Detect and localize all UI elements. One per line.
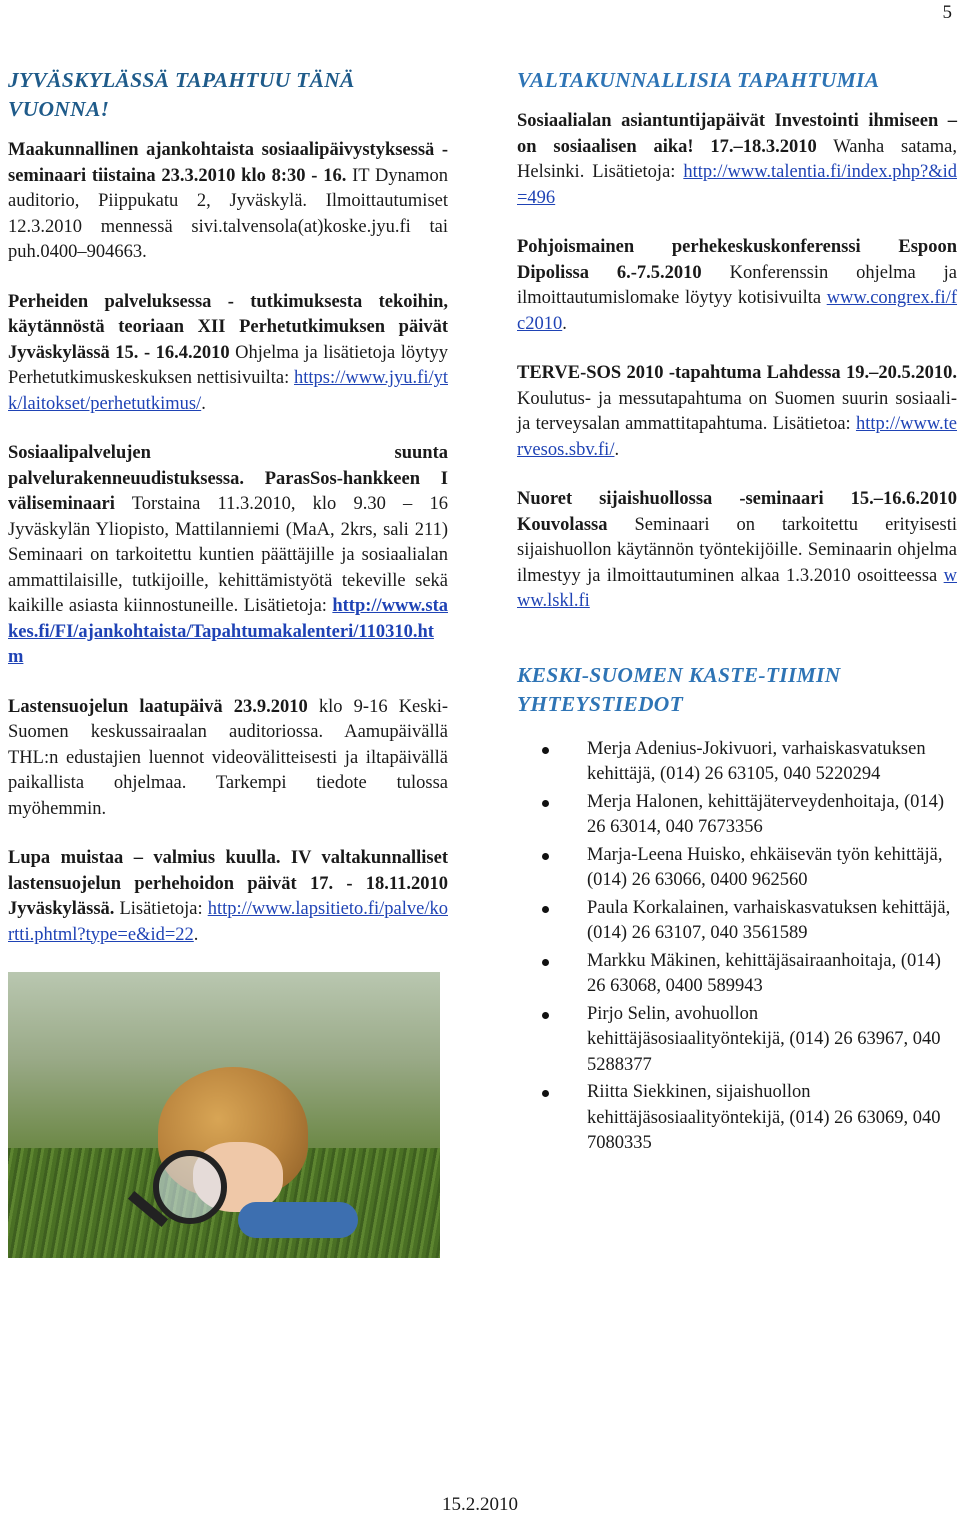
talentia-link[interactable]: http://www.talentia.fi/index.php?&id=496 bbox=[517, 162, 957, 208]
perhetutkimus-link[interactable]: https://www.jyu.fi/ytk/laitokset/perhetutkimus/ bbox=[8, 368, 448, 414]
punctuation: . bbox=[562, 313, 567, 334]
event-title: Perheiden palveluksessa - tutkimuksesta tekoihin, käytännöstä teoriaan XII Perhetutkimuksen päivät Jyväskylässä 15. - 16.4.2010 bbox=[8, 291, 448, 363]
bullet-icon bbox=[542, 906, 549, 913]
event-body: Koulutus- ja messutapahtuma on Suomen suurin sosiaali- ja terveysalan ammattitapahtuma. Lisätietoa: bbox=[517, 388, 957, 434]
event-sijaishuolto-seminaari bbox=[517, 487, 957, 615]
contact-text: Pirjo Selin, avohuollon kehittäjäsosiaalityöntekijä, (014) 26 63967, 040 5288377 bbox=[587, 1003, 941, 1075]
contacts-heading: KESKI-SUOMEN KASTE-TIIMIN YHTEYSTIEDOT bbox=[517, 662, 841, 716]
contact-item bbox=[517, 843, 957, 894]
contact-text: Merja Halonen, kehittäjäterveydenhoitaja, (014) 26 63014, 040 7673356 bbox=[587, 791, 945, 837]
contact-text: Marja-Leena Huisko, ehkäisevän työn kehittäjä, (014) 26 63066, 0400 962560 bbox=[587, 844, 943, 890]
lskl-link[interactable]: www.lskl.fi bbox=[517, 565, 958, 611]
punctuation: . bbox=[201, 393, 206, 414]
event-title: Lupa muistaa – valmius kuulla. IV valtakunnalliset lastensuojelun perhehoidon päivät 17. - 18.11.2010 Jyväskylässä. bbox=[8, 848, 448, 919]
left-section-heading: JYVÄSKYLÄSSÄ TAPAHTUU TÄNÄ VUONNA! bbox=[8, 68, 355, 121]
child-with-magnifying-glass-photo bbox=[8, 972, 440, 1258]
event-body: Lisätietoja: bbox=[119, 899, 203, 919]
bullet-icon bbox=[542, 853, 549, 860]
contact-item bbox=[517, 1080, 957, 1157]
arm-shape bbox=[238, 1202, 358, 1238]
event-body: Ohjelma ja lisätietoja löytyy Perhetutkimuskeskuksen nettisivuilta: bbox=[8, 342, 448, 388]
bullet-icon bbox=[542, 747, 549, 754]
stakes-link[interactable]: http://www.stakes.fi/FI/ajankohtaista/Tapahtumakalenteri/110310.htm bbox=[8, 596, 448, 667]
event-terve-sos bbox=[517, 361, 957, 463]
page-number: 5 bbox=[942, 2, 952, 23]
contact-item bbox=[517, 896, 957, 947]
bullet-icon bbox=[542, 1090, 549, 1097]
event-title: TERVE-SOS 2010 -tapahtuma Lahdessa 19.–20.5.2010. bbox=[517, 363, 957, 383]
right-section-heading: VALTAKUNNALLISIA TAPAHTUMIA bbox=[517, 68, 880, 92]
event-parassos-seminaari bbox=[8, 441, 448, 671]
event-perhetutkimuksen-paivat bbox=[8, 290, 448, 418]
tervesos-link[interactable]: http://www.tervesos.sbv.fi/ bbox=[517, 414, 958, 460]
punctuation: . bbox=[614, 439, 620, 460]
contact-item bbox=[517, 737, 957, 788]
footer-date: 15.2.2010 bbox=[442, 1494, 518, 1515]
event-lastensuojelun-laatupaiva bbox=[8, 695, 448, 823]
event-body: Seminaari on tarkoitettu erityisesti sijaishuollon käytännön työntekijöille. Seminaarin ohjelma ilmestyy ja ilmoittautuminen alkaa 1.3.2010 osoitteessa bbox=[517, 514, 957, 586]
contact-text: Riitta Siekkinen, sijaishuollon kehittäjäsosiaalityöntekijä, (014) 26 63069, 040 7080335 bbox=[587, 1082, 941, 1153]
bullet-icon bbox=[542, 1012, 549, 1019]
contact-item bbox=[517, 790, 957, 841]
event-title: Sosiaalipalvelujen suunta palvelurakenneuudistuksessa. ParasSos-hankkeen I väliseminaari bbox=[8, 443, 448, 514]
event-title: Lastensuojelun laatupäivä 23.9.2010 bbox=[8, 696, 308, 717]
lapsitieto-link[interactable]: http://www.lapsitieto.fi/palve/kortti.phtml?type=e&id=22 bbox=[8, 899, 448, 945]
congrex-link[interactable]: www.congrex.fi/fc2010 bbox=[517, 288, 958, 334]
event-body: Konferenssin ohjelma ja ilmoittautumislomake löytyy kotisivuilta bbox=[517, 262, 957, 308]
event-body: Torstaina 11.3.2010, klo 9.30 – 16 Jyväskylän Yliopisto, Mattilanniemi (MaA, 2krs, sali 211) Seminaari on tarkoitettu kuntien päättäjille ja sosiaalialan ammattilaisille, tutkijoille, kehittämistyötä tekeville sekä kaikille asiasta kiinnostuneille. Lisätietoja: bbox=[8, 494, 448, 616]
contact-text: Paula Korkalainen, varhaiskasvatuksen kehittäjä, (014) 26 63107, 040 3561589 bbox=[587, 897, 951, 943]
contacts-list bbox=[517, 737, 957, 1157]
contact-text: Markku Mäkinen, kehittäjäsairaanhoitaja, (014) 26 63068, 0400 589943 bbox=[587, 950, 941, 996]
event-perhekeskuskonferenssi bbox=[517, 235, 957, 337]
event-perhehoidon-paivat bbox=[8, 846, 448, 948]
event-title: Maakunnallinen ajankohtaista sosiaalipäivystyksessä -seminaari tiistaina 23.3.2010 klo 8:30 - 16. bbox=[8, 140, 448, 186]
bullet-icon bbox=[542, 959, 549, 966]
event-body: klo 9-16 Keski-Suomen keskussairaalan auditoriossa. Aamupäivällä THL:n edustajien luennot videovälitteisesti ja iltapäivällä paikallista ohjelmaa. Tarkempi tiedote tulossa myöhemmin. bbox=[8, 696, 449, 819]
event-title: Nuoret sijaishuollossa -seminaari 15.–16.6.2010 Kouvolassa bbox=[517, 489, 957, 535]
event-body: Wanha satama, Helsinki. Lisätietoja: bbox=[517, 136, 957, 182]
event-body: IT Dynamon auditorio, Piippukatu 2, Jyväskylä. Ilmoittautumiset 12.3.2010 mennessä sivi.talvensola(at)koske.jyu.fi tai puh.0400–904663. bbox=[8, 165, 449, 262]
contact-item bbox=[517, 1002, 957, 1079]
right-column bbox=[517, 66, 957, 1159]
contact-item bbox=[517, 949, 957, 1000]
event-title: Sosiaalialan asiantuntijapäivät Investointi ihmiseen – on sosiaalisen aika! 17.–18.3.2010 bbox=[517, 111, 957, 157]
event-sosiaalipaivystys bbox=[8, 138, 448, 266]
punctuation: . bbox=[193, 924, 199, 945]
event-title: Pohjoismainen perhekeskuskonferenssi Espoon Dipolissa 6.-7.5.2010 bbox=[517, 237, 957, 283]
left-column bbox=[8, 66, 448, 1258]
magnifying-glass-icon bbox=[153, 1150, 227, 1224]
bullet-icon bbox=[542, 800, 549, 807]
contact-text: Merja Adenius-Jokivuori, varhaiskasvatuksen kehittäjä, (014) 26 63105, 040 5220294 bbox=[587, 738, 926, 784]
event-asiantuntijapaivat bbox=[517, 109, 957, 211]
